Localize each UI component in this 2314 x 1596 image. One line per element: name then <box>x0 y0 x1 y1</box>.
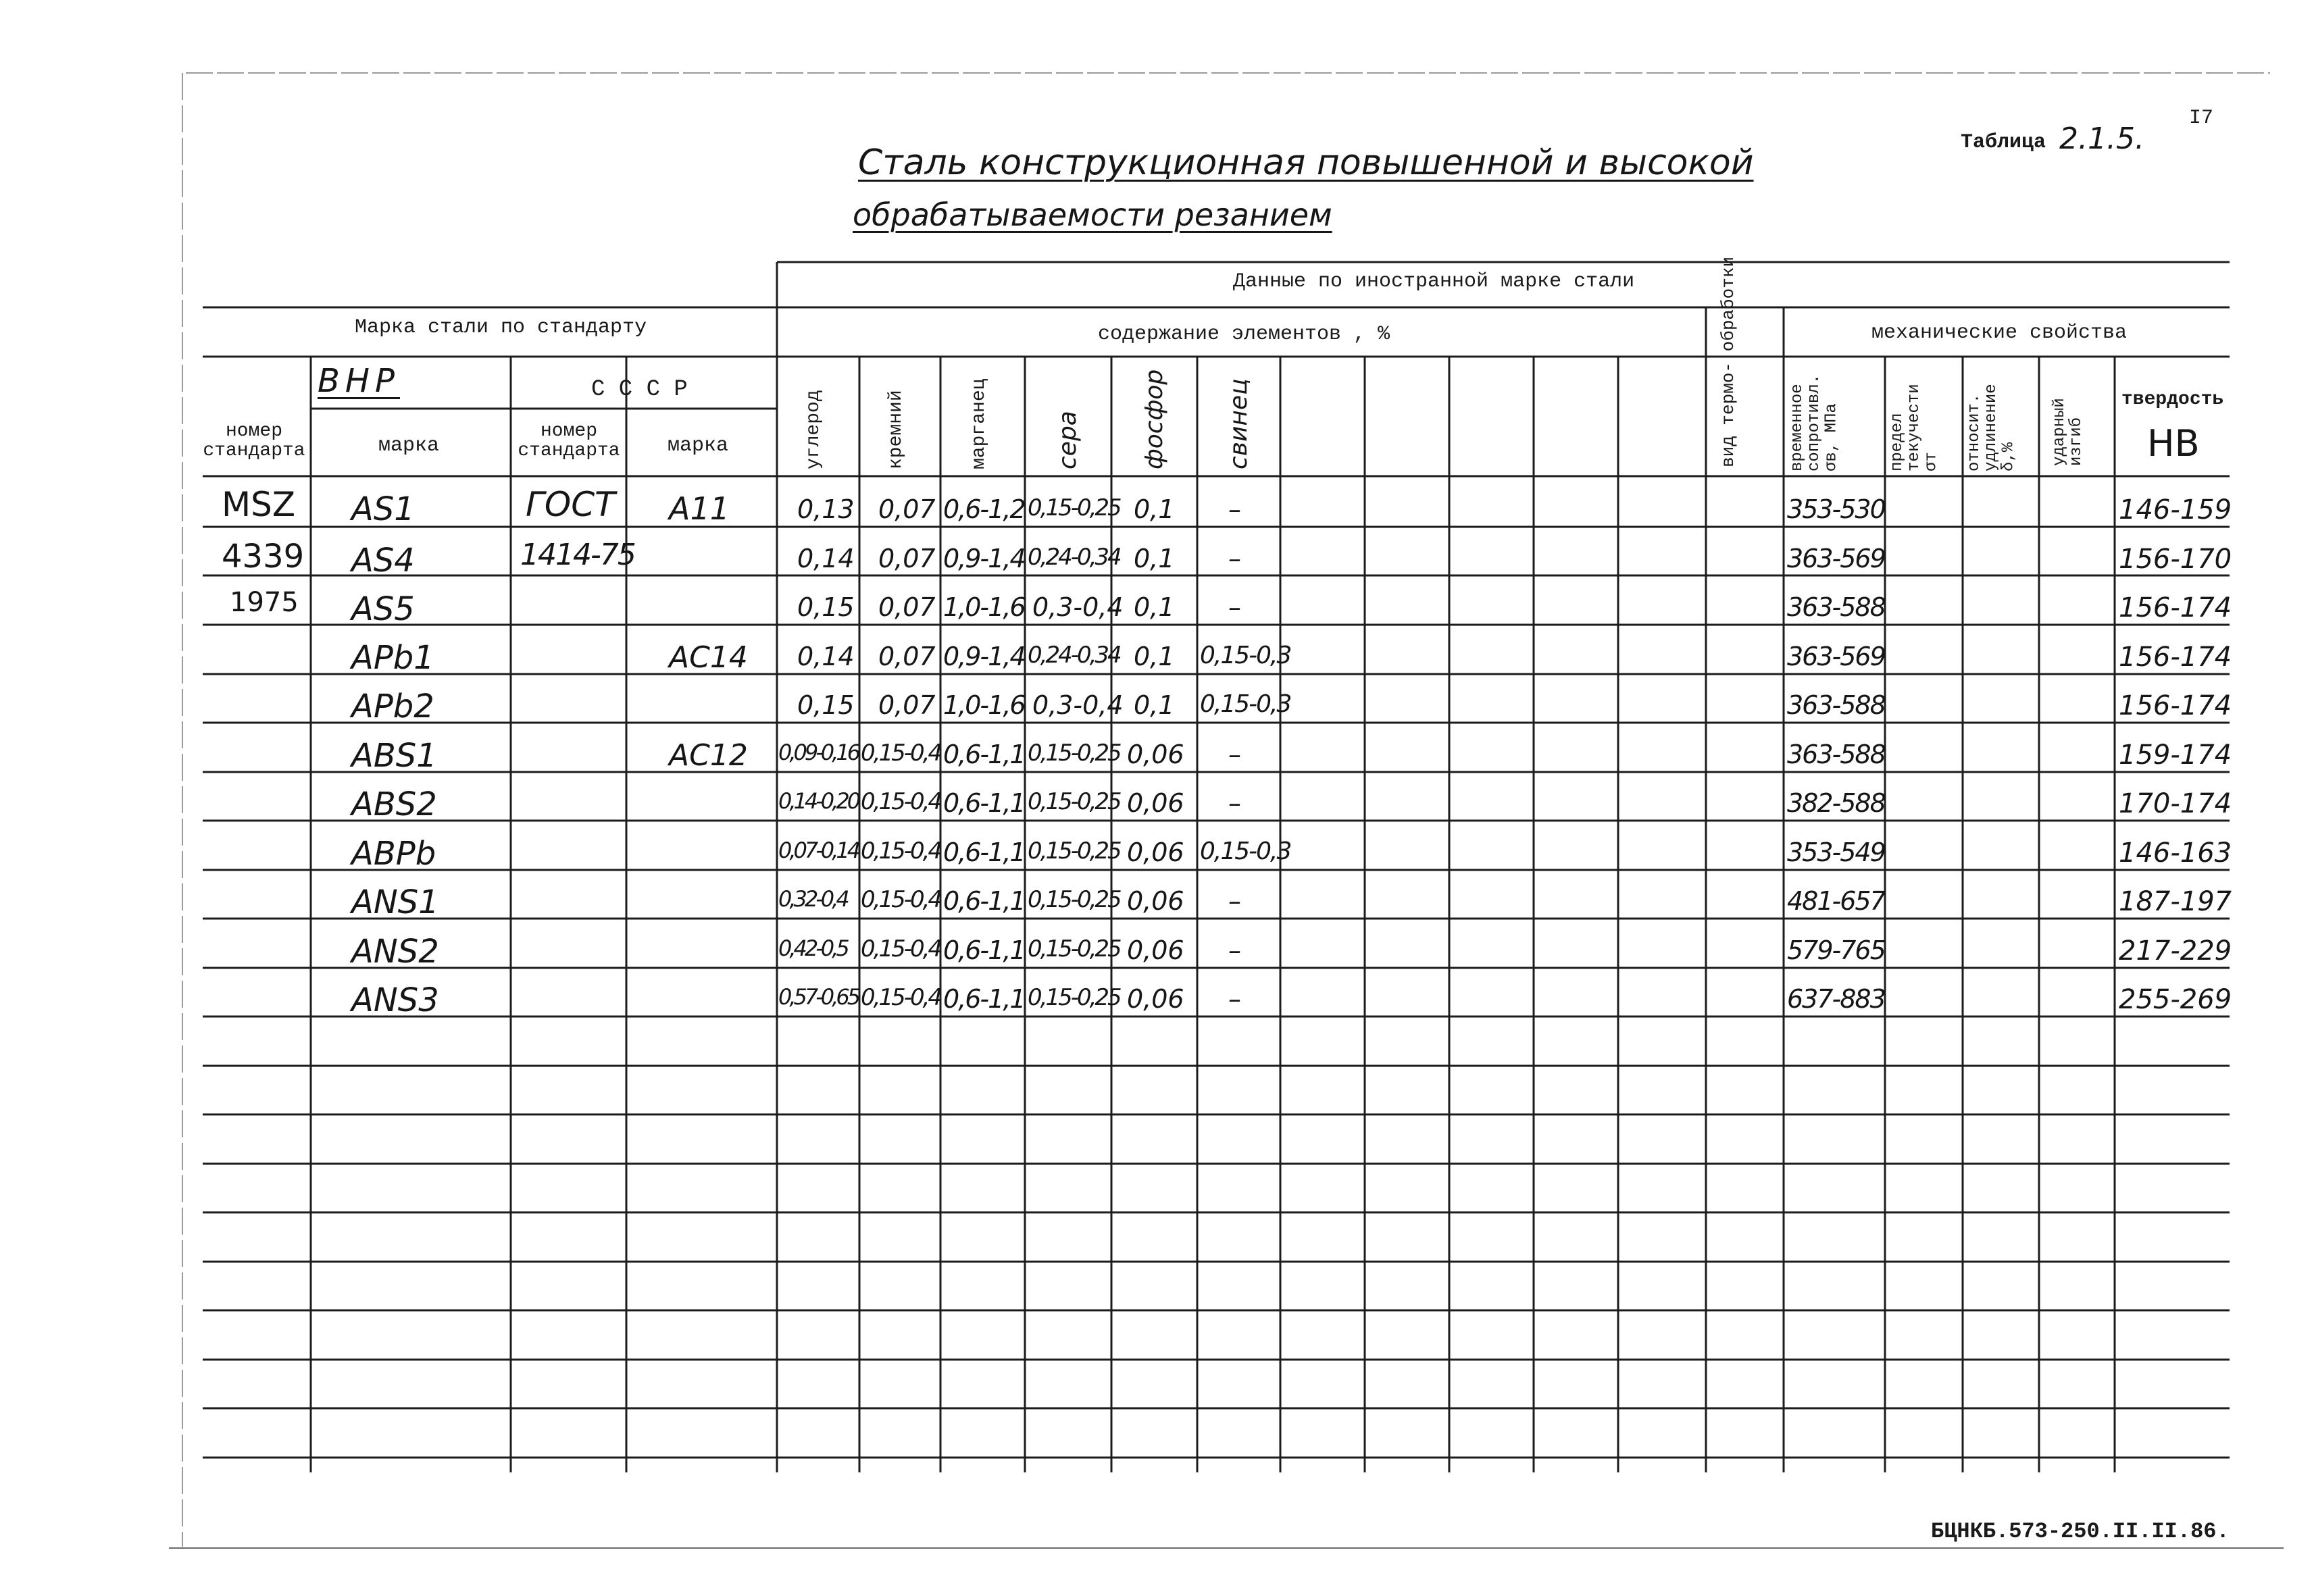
carbon-cell: 0,09-0,16 <box>778 740 859 765</box>
ussr-std-cell: ГОСТ <box>526 485 615 524</box>
ussr-grade-cell: АС14 <box>669 640 748 675</box>
phosphorus-cell: 0,1 <box>1134 690 1175 720</box>
manganese-cell: 1,0-1,6 <box>943 592 1025 622</box>
impact-header: ударный изгиб <box>2051 398 2086 466</box>
manganese-cell: 0,6-1,1 <box>943 935 1025 965</box>
elongation-header: относит. удлинение δ,% <box>1965 384 2018 471</box>
grade-cell: APb2 <box>351 688 434 725</box>
sulfur-cell: 0,15-0,25 <box>1028 935 1120 962</box>
phosphorus-cell: 0,06 <box>1127 838 1184 867</box>
grade-cell: ABS2 <box>351 786 437 823</box>
hardness-unit: НВ <box>2147 422 2200 465</box>
phosphorus-cell: 0,06 <box>1127 886 1184 916</box>
grade-cell: ANS2 <box>351 933 439 971</box>
std-cell: MSZ <box>222 485 296 524</box>
ussr-grade-cell: АС12 <box>669 738 748 773</box>
carbon-cell: 0,14 <box>797 544 855 573</box>
title-line-2: обрабатываемости резанием <box>853 197 1332 233</box>
ussr-std-cell: 1414-75 <box>520 538 635 572</box>
tensile-cell: 353-530 <box>1787 494 1885 524</box>
std-number-header: номер стандарта <box>203 421 305 462</box>
phosphorus-cell: 0,1 <box>1134 494 1175 524</box>
lead-cell: – <box>1228 984 1241 1014</box>
tensile-cell: 481-657 <box>1787 886 1885 916</box>
tensile-cell: 579-765 <box>1787 935 1885 965</box>
grade-cell: ANS3 <box>351 981 439 1019</box>
country-hungary: ВНР <box>318 362 400 400</box>
manganese-cell: 1,0-1,6 <box>943 690 1025 720</box>
heat-treatment-header: вид термо- обработки <box>1718 256 1738 467</box>
carbon-cell: 0,13 <box>797 494 855 524</box>
manganese-cell: 0,9-1,4 <box>943 642 1025 671</box>
country-ussr: С С С Р <box>591 377 688 403</box>
lead-cell: 0,15-0,3 <box>1200 642 1291 669</box>
yield-header: предел текучести σт <box>1888 384 1941 471</box>
lead-cell: – <box>1228 886 1241 916</box>
sulfur-cell: 0,15-0,25 <box>1028 838 1120 865</box>
phosphorus-cell: 0,06 <box>1127 788 1184 818</box>
std-cell: 1975 <box>230 587 299 618</box>
silicon-cell: 0,15-0,4 <box>861 740 941 767</box>
tensile-cell: 363-569 <box>1787 642 1885 671</box>
title-line-1: Сталь конструкционная повышенной и высокой <box>858 143 1754 183</box>
hardness-cell: 255-269 <box>2119 984 2232 1015</box>
carbon-cell: 0,14 <box>797 642 855 671</box>
tensile-header: временное сопротивл. σв, МПа <box>1788 374 1841 471</box>
tensile-cell: 382-588 <box>1787 788 1885 818</box>
sulfur-cell: 0,15-0,25 <box>1028 984 1120 1011</box>
lead-header: свинец <box>1225 378 1253 469</box>
lead-cell: – <box>1228 788 1241 818</box>
silicon-cell: 0,15-0,4 <box>861 935 941 962</box>
grade-cell: AS5 <box>351 590 415 628</box>
tensile-cell: 363-569 <box>1787 544 1885 573</box>
tensile-cell: 363-588 <box>1787 690 1885 720</box>
hardness-cell: 217-229 <box>2119 935 2232 967</box>
hardness-cell: 187-197 <box>2119 886 2232 917</box>
page-number: I7 <box>2189 107 2214 130</box>
hardness-cell: 146-163 <box>2119 838 2232 869</box>
hardness-cell: 170-174 <box>2119 788 2232 819</box>
carbon-cell: 0,15 <box>797 690 855 720</box>
lead-cell: – <box>1228 935 1241 965</box>
composition-header: содержание элементов , % <box>1098 323 1390 346</box>
hardness-header: твердость <box>2121 389 2224 410</box>
silicon-cell: 0,07 <box>878 642 936 671</box>
sulfur-cell: 0,24-0,34 <box>1028 642 1120 669</box>
grade-cell: ABS1 <box>351 737 437 775</box>
footer-code: БЦНКБ.573-250.II.II.86. <box>1931 1519 2230 1544</box>
std-cell: 4339 <box>222 538 305 575</box>
hardness-cell: 156-174 <box>2119 592 2232 623</box>
phosphorus-cell: 0,06 <box>1127 740 1184 769</box>
lead-cell: – <box>1228 494 1241 524</box>
hardness-cell: 156-174 <box>2119 642 2232 673</box>
sulfur-cell: 0,24-0,34 <box>1028 544 1120 571</box>
lead-cell: – <box>1228 592 1241 622</box>
sulfur-cell: 0,15-0,25 <box>1028 886 1120 913</box>
carbon-cell: 0,14-0,20 <box>778 788 859 814</box>
lead-cell: – <box>1228 740 1241 769</box>
silicon-cell: 0,15-0,4 <box>861 788 941 815</box>
hardness-cell: 146-159 <box>2119 494 2232 525</box>
carbon-cell: 0,15 <box>797 592 855 622</box>
phosphorus-cell: 0,06 <box>1127 984 1184 1014</box>
ussr-grade-cell: А11 <box>669 490 730 527</box>
grade-cell: ABPb <box>351 835 436 873</box>
table-label: Таблица <box>1961 131 2046 154</box>
phosphorus-cell: 0,1 <box>1134 592 1175 622</box>
carbon-cell: 0,07-0,14 <box>778 838 859 863</box>
manganese-cell: 0,6-1,1 <box>943 740 1025 769</box>
silicon-cell: 0,07 <box>878 544 936 573</box>
lead-cell: 0,15-0,3 <box>1200 690 1291 718</box>
sulfur-cell: 0,15-0,25 <box>1028 494 1120 521</box>
phosphorus-header: фосфор <box>1140 369 1168 469</box>
sulfur-cell: 0,3-0,4 <box>1032 690 1124 720</box>
lead-cell: 0,15-0,3 <box>1200 838 1291 865</box>
grade-cell: AS1 <box>351 490 415 528</box>
sulfur-cell: 0,3-0,4 <box>1032 592 1124 622</box>
sulfur-cell: 0,15-0,25 <box>1028 740 1120 767</box>
carbon-cell: 0,32-0,4 <box>778 886 847 912</box>
grade-header: марка <box>378 434 440 457</box>
manganese-cell: 0,9-1,4 <box>943 544 1025 573</box>
sulfur-header: сера <box>1054 411 1082 469</box>
tensile-cell: 363-588 <box>1787 740 1885 769</box>
manganese-cell: 0,6-1,1 <box>943 984 1025 1014</box>
table-number: 2.1.5. <box>2059 122 2144 156</box>
hardness-cell: 159-174 <box>2119 740 2232 771</box>
sulfur-cell: 0,15-0,25 <box>1028 788 1120 815</box>
silicon-header: кремний <box>886 390 907 469</box>
grade-by-standard-header: Марка стали по стандарту <box>355 316 647 339</box>
silicon-cell: 0,07 <box>878 592 936 622</box>
manganese-cell: 0,6-1,2 <box>943 494 1025 524</box>
mechanical-header: механические свойства <box>1871 321 2128 344</box>
manganese-cell: 0,6-1,1 <box>943 838 1025 867</box>
lead-cell: – <box>1228 544 1241 573</box>
manganese-header: марганец <box>969 378 990 469</box>
silicon-cell: 0,07 <box>878 690 936 720</box>
carbon-cell: 0,57-0,65 <box>778 984 859 1010</box>
silicon-cell: 0,07 <box>878 494 936 524</box>
hardness-cell: 156-170 <box>2119 544 2232 575</box>
grade-ussr-header: марка <box>668 434 729 457</box>
grade-cell: AS4 <box>351 542 415 580</box>
std-number-ussr-header: номер стандарта <box>518 421 620 462</box>
manganese-cell: 0,6-1,1 <box>943 788 1025 818</box>
tensile-cell: 353-549 <box>1787 838 1885 867</box>
hardness-cell: 156-174 <box>2119 690 2232 721</box>
tensile-cell: 637-883 <box>1787 984 1885 1014</box>
grade-cell: ANS1 <box>351 883 439 921</box>
foreign-data-header: Данные по иностранной марке стали <box>1233 270 1635 293</box>
silicon-cell: 0,15-0,4 <box>861 838 941 865</box>
grade-cell: APb1 <box>351 639 434 677</box>
carbon-header: углерод <box>803 390 824 469</box>
tensile-cell: 363-588 <box>1787 592 1885 622</box>
manganese-cell: 0,6-1,1 <box>943 886 1025 916</box>
carbon-cell: 0,42-0,5 <box>778 935 847 961</box>
phosphorus-cell: 0,1 <box>1134 544 1175 573</box>
phosphorus-cell: 0,06 <box>1127 935 1184 965</box>
silicon-cell: 0,15-0,4 <box>861 886 941 913</box>
phosphorus-cell: 0,1 <box>1134 642 1175 671</box>
silicon-cell: 0,15-0,4 <box>861 984 941 1011</box>
